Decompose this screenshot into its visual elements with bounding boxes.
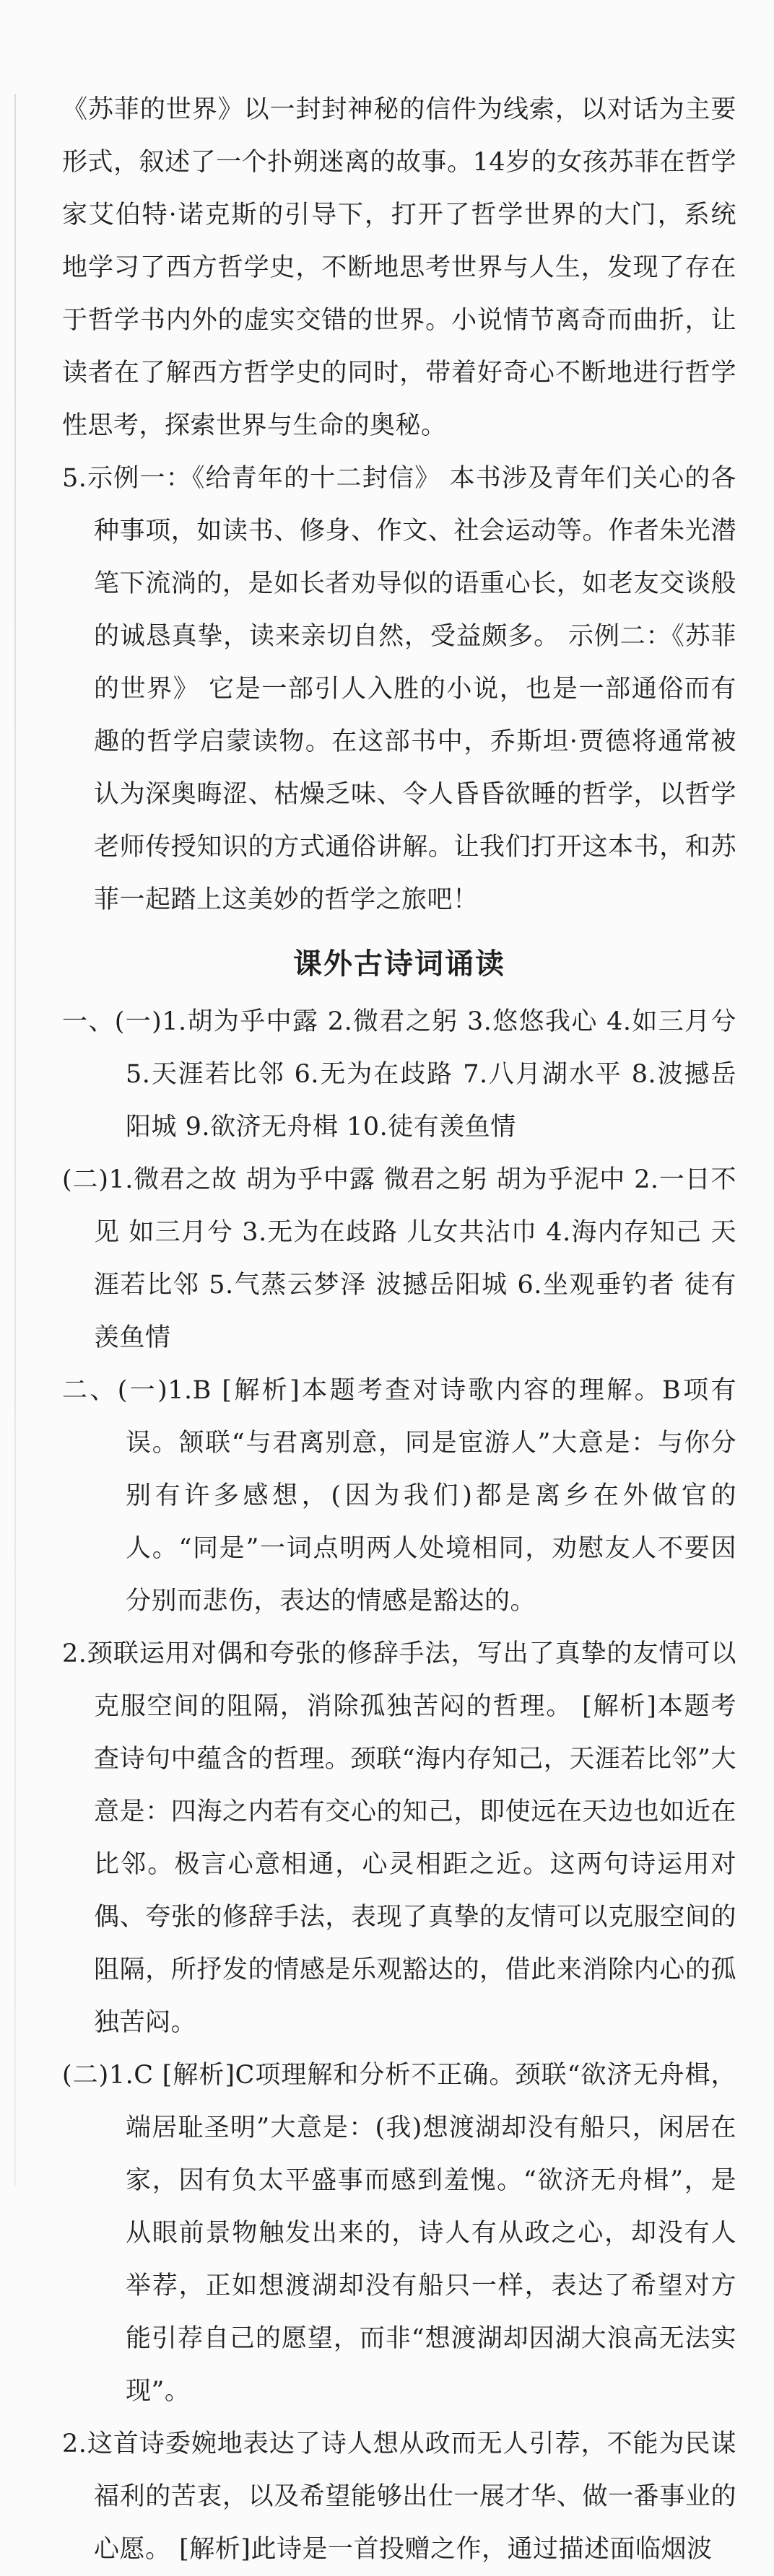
analysis-text: 此诗是一首投赠之作，通过描述面临烟波 (251, 2535, 713, 2564)
analysis-tag: [解析] (222, 1376, 300, 1405)
paragraph-sophie-world (62, 84, 736, 452)
answer-block-2-1-1 (62, 1364, 736, 1628)
analysis-text: C项理解和分析不正确。颈联“欲济无舟楫，端居耻圣明”大意是：(我)想渡湖却没有船只，闲居在家，因有负太平盛事而感到羞愧。“欲济无舟楫”，是从眼前景物触发出来的，诗人有从政之心，却没有人举荐，正如想渡湖却没有船只一样，表达了希望对方能引荐自己的愿望，而非“想渡湖却因湖大浪高无法实现”。 (126, 2061, 736, 2406)
analysis-tag: [解析] (162, 2061, 235, 2090)
answer-lead: 2.颈联运用对偶和夸张的修辞手法，写出了真挚的友情可以克服空间的阻隔，消除孤独苦闷的哲理。 (62, 1639, 736, 1721)
answer-block-1-1 (62, 996, 736, 1154)
section-heading: 课外古诗词诵读 (293, 947, 505, 981)
answer-lead: 二、(一)1.B (62, 1376, 222, 1405)
answer-block-1-2 (62, 1154, 736, 1364)
answer-block-2-1-2 (62, 1628, 736, 2049)
answer-text: (二)1.微君之故 胡为乎中露 微君之躬 胡为乎泥中 2.一日不见 如三月兮 3.无为在歧路 儿女共沾巾 4.海内存知己 天涯若比邻 5.气蒸云梦泽 波撼岳阳城 6.坐观垂钓者 徒有羡鱼情 (62, 1165, 736, 1352)
paragraph-text: 5.示例一：《给青年的十二封信》 本书涉及青年们关心的各种事项，如读书、修身、作文、社会运动等。作者朱光潜笔下流淌的，是如长者劝导似的语重心长，如老友交谈般的诚恳真挚，读来亲切自然，受益颇多。 示例二：《苏菲的世界》 它是一部引人入胜的小说，也是一部通俗而有趣的哲学启蒙读物。在这部书中，乔斯坦·贾德将通常被认为深奥晦涩、枯燥乏味、令人昏昏欲睡的哲学，以哲学老师传授知识的方式通俗讲解。让我们打开这本书，和苏菲一起踏上这美妙的哲学之旅吧！ (62, 464, 736, 914)
answer-item-5 (62, 452, 736, 926)
paragraph-text: 《苏菲的世界》以一封封神秘的信件为线索，以对话为主要形式，叙述了一个扑朔迷离的故事。14岁的女孩苏菲在哲学家艾伯特·诺克斯的引导下，打开了哲学世界的大门，系统地学习了西方哲学史，不断地思考世界与人生，发现了存在于哲学书内外的虚实交错的世界。小说情节离奇而曲折，让读者在了解西方哲学史的同时，带着好奇心不断地进行哲学性思考，探索世界与生命的奥秘。 (62, 95, 736, 440)
analysis-text: 本题考查对诗歌内容的理解。B项有误。颔联“与君离别意，同是宦游人”大意是：与你分别有许多感想，(因为我们)都是离乡在外做官的人。“同是”一词点明两人处境相同，劝慰友人不要因分别而悲伤，表达的情感是豁达的。 (126, 1376, 736, 1616)
analysis-tag: [解析] (179, 2535, 251, 2564)
answer-text: 一、(一)1.胡为乎中露 2.微君之躬 3.悠悠我心 4.如三月兮 5.天涯若比邻 6.无为在歧路 7.八月湖水平 8.波撼岳阳城 9.欲济无舟楫 10.徒有羡鱼情 (62, 1007, 736, 1142)
answer-lead: (二)1.C (62, 2061, 162, 2090)
answer-lead: 2.这首诗委婉地表达了诗人想从政而无人引荐，不能为民谋福利的苦衷，以及希望能够出仕一展才华、做一番事业的心愿。 (62, 2430, 736, 2564)
analysis-text: 本题考查诗句中蕴含的哲理。颈联“海内存知己，天涯若比邻”大意是：四海之内若有交心的知己，即使远在天边也如近在比邻。极言心意相通，心灵相距之近。这两句诗运用对偶、夸张的修辞手法，表现了真挚的友情可以克服空间的阻隔，所抒发的情感是乐观豁达的，借此来消除内心的孤独苦闷。 (94, 1692, 736, 2037)
answer-block-2-2-2 (62, 2418, 736, 2576)
answer-block-2-2-1 (62, 2049, 736, 2418)
analysis-tag: [解析] (582, 1692, 657, 1721)
